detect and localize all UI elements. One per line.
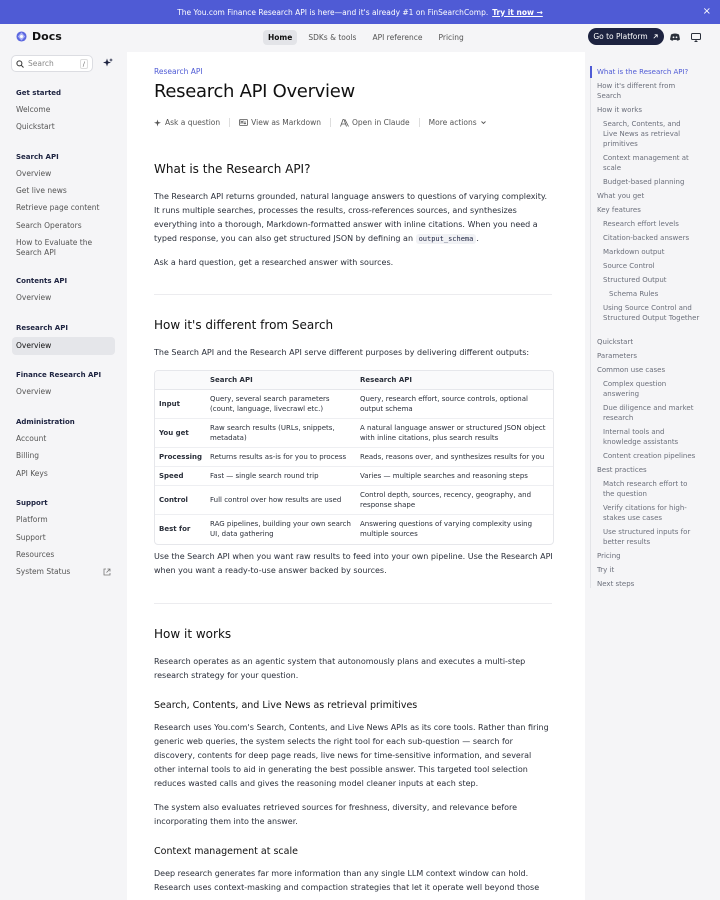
section-heading-how-it-works: How it works (154, 627, 232, 641)
open-in-claude-label: Open in Claude (351, 118, 410, 127)
action-divider (229, 118, 230, 127)
toc-active-indicator (590, 66, 592, 78)
section-heading-what-is: What is the Research API? (154, 162, 311, 176)
table-row (155, 448, 553, 467)
logo-icon (16, 31, 27, 42)
toc-rail (590, 66, 591, 588)
table-cell: Query, research effort, source controls, optional output schema (356, 390, 553, 419)
paragraph-how-it-works: Research operates as an agentic system that autonomously plans and executes a multi-step research strategy for your question. (154, 657, 526, 680)
toc-item-structured-inputs[interactable]: Use structured inputs for better results (603, 528, 691, 546)
paragraph-comparison-intro: The Search API and the Research API serve different purposes by delivering different outputs: (154, 348, 530, 357)
table-row-label: Control (155, 486, 206, 515)
paragraph-what-is (154, 190, 554, 246)
paragraph-ask-hard-question: Ask a hard question, get a researched answer with sources. (154, 258, 394, 267)
page-title: Research API Overview (154, 81, 355, 102)
table-header-search-api: Search API (206, 371, 356, 390)
sparkle-icon (154, 119, 162, 127)
table-row (155, 515, 553, 544)
docs-logo[interactable] (16, 30, 62, 43)
section-divider (154, 294, 552, 295)
toc-item-content-pipelines[interactable]: Content creation pipelines (603, 452, 696, 460)
sidebar-heading-finance-research-api: Finance Research API (16, 371, 102, 379)
sidebar-item-search-operators[interactable]: Search Operators (16, 221, 82, 230)
sidebar-heading-get-started: Get started (16, 89, 62, 97)
search-icon (16, 60, 24, 68)
toc-item-pricing[interactable]: Pricing (597, 552, 621, 560)
table-header-empty (155, 371, 206, 390)
subheading-context-management: Context management at scale (154, 846, 298, 857)
toc-item-verify-citations[interactable]: Verify citations for high-stakes use cases (603, 504, 687, 522)
breadcrumb[interactable]: Research API (154, 67, 203, 76)
paragraph-text: The Research API returns grounded, natural language answers to questions of varying complexity. It runs multiple searches, processes the results, cross-references sources, and synthesizes everything into a thorough, Markdown-formatted answer with inline citations. When you need a typed response, you can also get structured JSON by defining an (154, 192, 548, 243)
toc-item-key-features[interactable]: Key features (597, 206, 641, 214)
left-sidebar (0, 52, 125, 900)
table-cell: Answering questions of varying complexity using multiple sources (360, 520, 533, 539)
sidebar-item-resources[interactable]: Resources (16, 550, 55, 559)
view-markdown-button[interactable] (239, 118, 321, 127)
search-input[interactable] (11, 55, 93, 72)
ask-question-label: Ask a question (165, 118, 221, 127)
nav-pricing[interactable]: Pricing (438, 33, 464, 42)
go-to-platform-label: Go to Platform (593, 32, 648, 41)
table-cell: A natural language answer or structured JSON object with inline citations, plus search results (356, 419, 553, 448)
sidebar-item-welcome[interactable]: Welcome (16, 105, 51, 114)
paragraph-retrieval-primitives: Research uses You.com's Search, Contents, and Live News APIs as its core tools. Rather than firing generic web queries, the system selects the right tool for each sub-question — search for discovery, contents for deep page reads, live news for time-sensitive information, and several other internal tools to aid in generating the best possible answer. This targeted tool selection reduces wasted calls and gives the reasoning model cleaner inputs at each step. (154, 723, 549, 788)
table-cell: Fast — single search round trip (206, 467, 356, 486)
more-actions-button[interactable] (429, 118, 487, 127)
table-cell: Full control over how results are used (206, 486, 356, 515)
top-nav (263, 30, 469, 45)
table-row-label: Speed (155, 467, 206, 486)
sidebar-item-system-status[interactable]: System Status (16, 567, 71, 576)
logo-text: Docs (32, 30, 62, 43)
section-divider (154, 603, 552, 604)
monitor-theme-icon[interactable] (690, 31, 702, 43)
sidebar-item-contents-overview[interactable]: Overview (16, 293, 52, 302)
sidebar-item-platform[interactable]: Platform (16, 515, 48, 524)
toc-item-match-effort[interactable]: Match research effort to the question (603, 480, 688, 498)
table-cell: Varies — multiple searches and reasoning steps (356, 467, 553, 486)
subheading-retrieval-primitives: Search, Contents, and Live News as retrieval primitives (154, 700, 418, 711)
sidebar-heading-research-api: Research API (16, 324, 68, 332)
table-row (155, 486, 553, 515)
toc-item-citation-answers[interactable]: Citation-backed answers (603, 234, 690, 242)
toc-item-retrieval-primitives[interactable]: Search, Contents, and Live News as retrieval primitives (603, 120, 681, 148)
sidebar-heading-support: Support (16, 499, 48, 507)
view-markdown-label: View as Markdown (251, 118, 321, 127)
sidebar-heading-search-api: Search API (16, 153, 59, 161)
toc-item-markdown-output[interactable]: Markdown output (603, 248, 665, 256)
table-cell: Reads, reasons over, and synthesizes results for you (356, 448, 553, 467)
toc-item-common-use-cases[interactable]: Common use cases (597, 366, 666, 374)
arrow-up-right-icon (652, 33, 659, 40)
toc-item-next-steps[interactable]: Next steps (597, 580, 635, 588)
action-divider (330, 118, 331, 127)
nav-home[interactable]: Home (263, 30, 297, 45)
markdown-icon (239, 119, 248, 126)
table-cell: Control depth, sources, recency, geography, and response shape (356, 486, 553, 515)
banner-close-icon[interactable]: × (702, 6, 711, 17)
sidebar-item-billing[interactable]: Billing (16, 451, 39, 460)
table-header-row (155, 371, 553, 390)
paragraph-comparison-outro: Use the Search API when you want raw results to feed into your own pipeline. Use the Research API when you want a ready-to-use answer backed by sources. (154, 552, 553, 575)
table-row-label: Best for (159, 525, 191, 534)
toc-item-try-it[interactable]: Try it (597, 566, 615, 574)
toc-item-due-diligence[interactable]: Due diligence and market research (603, 404, 694, 422)
toc-item-best-practices[interactable]: Best practices (597, 466, 647, 474)
toc-item-research-effort[interactable]: Research effort levels (603, 220, 679, 228)
ai-sparkle-icon[interactable] (103, 58, 113, 68)
table-row (155, 419, 553, 448)
paragraph-text-end: . (476, 234, 479, 243)
section-heading-different-from-search: How it's different from Search (154, 318, 334, 332)
external-link-icon (103, 568, 111, 576)
search-shortcut: / (80, 59, 88, 69)
sidebar-item-support[interactable]: Support (16, 533, 46, 542)
sidebar-item-research-overview[interactable]: Overview (12, 337, 115, 355)
sidebar-item-search-overview[interactable]: Overview (16, 169, 52, 178)
sidebar-item-retrieve-page-content[interactable]: Retrieve page content (16, 203, 100, 212)
table-row-label: Processing (155, 448, 206, 467)
paragraph-source-evaluation: The system also evaluates retrieved sources for freshness, diversity, and relevance before incorporating them into the answer. (154, 803, 518, 826)
sidebar-item-evaluate-search-api[interactable]: How to Evaluate the Search API (16, 238, 93, 257)
sidebar-item-get-live-news[interactable]: Get live news (16, 186, 67, 195)
table-header-research-api: Research API (356, 371, 553, 390)
chevron-down-icon (480, 119, 487, 126)
toc-item-structured-output[interactable]: Structured Output (603, 276, 667, 284)
table-row (155, 390, 553, 419)
toc-item-budget-planning[interactable]: Budget-based planning (603, 178, 685, 186)
toc-item-schema-rules[interactable]: Schema Rules (609, 290, 659, 298)
sidebar-item-api-keys[interactable]: API Keys (16, 469, 48, 478)
open-in-claude-button[interactable] (340, 118, 410, 127)
toc-item-parameters[interactable]: Parameters (597, 352, 638, 360)
search-placeholder: Search (28, 59, 54, 68)
table-row-label: Input (155, 390, 206, 419)
table-cell: RAG pipelines, building your own search UI, data gathering (210, 520, 351, 539)
more-actions-label: More actions (428, 118, 477, 127)
nav-sdks-tools[interactable]: SDKs & tools (308, 33, 357, 42)
main-content (127, 52, 585, 900)
comparison-table (154, 370, 554, 545)
discord-icon[interactable] (669, 31, 681, 43)
top-header (0, 24, 720, 52)
toc-item-what-you-get[interactable]: What you get (597, 192, 645, 200)
sidebar-item-finance-overview[interactable]: Overview (16, 387, 52, 396)
banner-try-link[interactable]: Try it now → (492, 7, 543, 17)
ask-question-button[interactable] (154, 118, 220, 127)
toc-item-internal-tools[interactable]: Internal tools and knowledge assistants (603, 428, 679, 446)
action-divider (419, 118, 420, 127)
toc-item-how-it-works[interactable]: How it works (597, 106, 642, 114)
sidebar-heading-contents-api: Contents API (16, 277, 68, 285)
claude-icon (340, 119, 349, 127)
table-cell: Query, several search parameters (count, language, livecrawl etc.) (206, 390, 356, 419)
toc-item-different-from-search[interactable]: How it's different from Search (597, 82, 676, 100)
announcement-banner (0, 0, 720, 24)
table-cell: Raw search results (URLs, snippets, metadata) (206, 419, 356, 448)
table-row-label: You get (155, 419, 206, 448)
banner-text: The You.com Finance Research API is here—and it's already #1 on FinSearchComp. (177, 7, 489, 17)
toc-item-source-control[interactable]: Source Control (603, 262, 655, 270)
table-cell: Returns results as-is for you to process (206, 448, 356, 467)
sidebar-item-account[interactable]: Account (16, 434, 47, 443)
sidebar-item-quickstart[interactable]: Quickstart (16, 122, 55, 131)
toc-item-complex-qa[interactable]: Complex question answering (603, 380, 667, 398)
table-row (155, 467, 553, 486)
toc-item-source-structured-together[interactable]: Using Source Control and Structured Output Together (603, 304, 700, 322)
toc-item-what-is[interactable]: What is the Research API? (597, 68, 689, 76)
toc-item-context-management[interactable]: Context management at scale (603, 154, 689, 172)
nav-api-reference[interactable]: API reference (372, 33, 423, 42)
page-actions (154, 118, 487, 127)
inline-code-output-schema: output_schema (416, 234, 477, 244)
paragraph-context-management: Deep research generates far more information than any single LLM context window can hold. Research uses context-masking and compaction strategies that let it operate well beyond those (154, 869, 540, 892)
toc-item-quickstart[interactable]: Quickstart (597, 338, 634, 346)
go-to-platform-button[interactable] (588, 28, 664, 45)
sidebar-heading-administration: Administration (16, 418, 75, 426)
